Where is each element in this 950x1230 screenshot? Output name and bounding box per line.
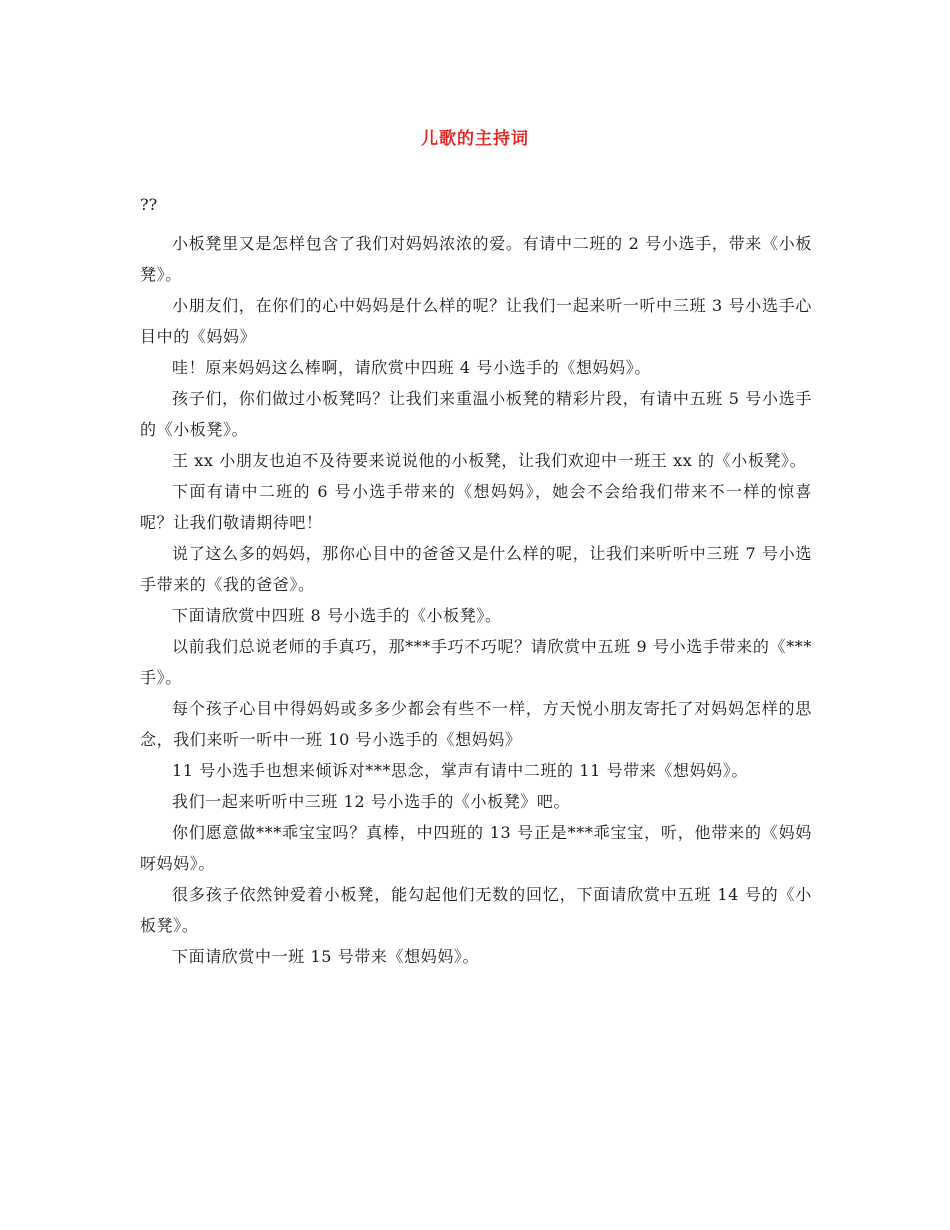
paragraph: 小板凳里又是怎样包含了我们对妈妈浓浓的爱。有请中二班的 2 号小选手，带来《小板凳》。 [140,234,812,284]
paragraph: 王 xx 小朋友也迫不及待要来说说他的小板凳，让我们欢迎中一班王 xx 的《小板凳》。 [172,451,807,470]
garbled-marker: ?? [140,195,158,214]
paragraph: 说了这么多的妈妈，那你心目中的爸爸又是什么样的呢，让我们来听听中三班 7 号小选手带来的《我的爸爸》。 [140,544,812,594]
paragraph: 每个孩子心目中得妈妈或多多少都会有些不一样，方天悦小朋友寄托了对妈妈怎样的思念，我们来听一听中一班 10 号小选手的《想妈妈》 [140,699,812,749]
paragraph: 你们愿意做***乖宝宝吗？真棒，中四班的 13 号正是***乖宝宝，听，他带来的《妈妈呀妈妈》。 [140,823,812,873]
paragraph: 下面请欣赏中一班 15 号带来《想妈妈》。 [172,947,480,966]
document-body [140,228,812,972]
paragraph: 下面有请中二班的 6 号小选手带来的《想妈妈》，她会不会给我们带来不一样的惊喜呢？让我们敬请期待吧！ [140,482,812,532]
paragraph: 下面请欣赏中四班 8 号小选手的《小板凳》。 [172,606,502,625]
document-title: 儿歌的主持词 [421,129,529,149]
paragraph: 以前我们总说老师的手真巧，那***手巧不巧呢？请欣赏中五班 9 号小选手带来的《***手》。 [140,637,812,687]
paragraph: 我们一起来听听中三班 12 号小选手的《小板凳》吧。 [172,792,571,811]
paragraph: 小朋友们，在你们的心中妈妈是什么样的呢？让我们一起来听一听中三班 3 号小选手心目中的《妈妈》 [140,296,812,346]
paragraph: 11 号小选手也想来倾诉对***思念，掌声有请中二班的 11 号带来《想妈妈》。 [172,761,748,780]
paragraph: 孩子们，你们做过小板凳吗？让我们来重温小板凳的精彩片段，有请中五班 5 号小选手的《小板凳》。 [140,389,812,439]
paragraph: 很多孩子依然钟爱着小板凳，能勾起他们无数的回忆，下面请欣赏中五班 14 号的《小板凳》。 [140,885,812,935]
paragraph: 哇！原来妈妈这么棒啊，请欣赏中四班 4 号小选手的《想妈妈》。 [172,358,651,377]
